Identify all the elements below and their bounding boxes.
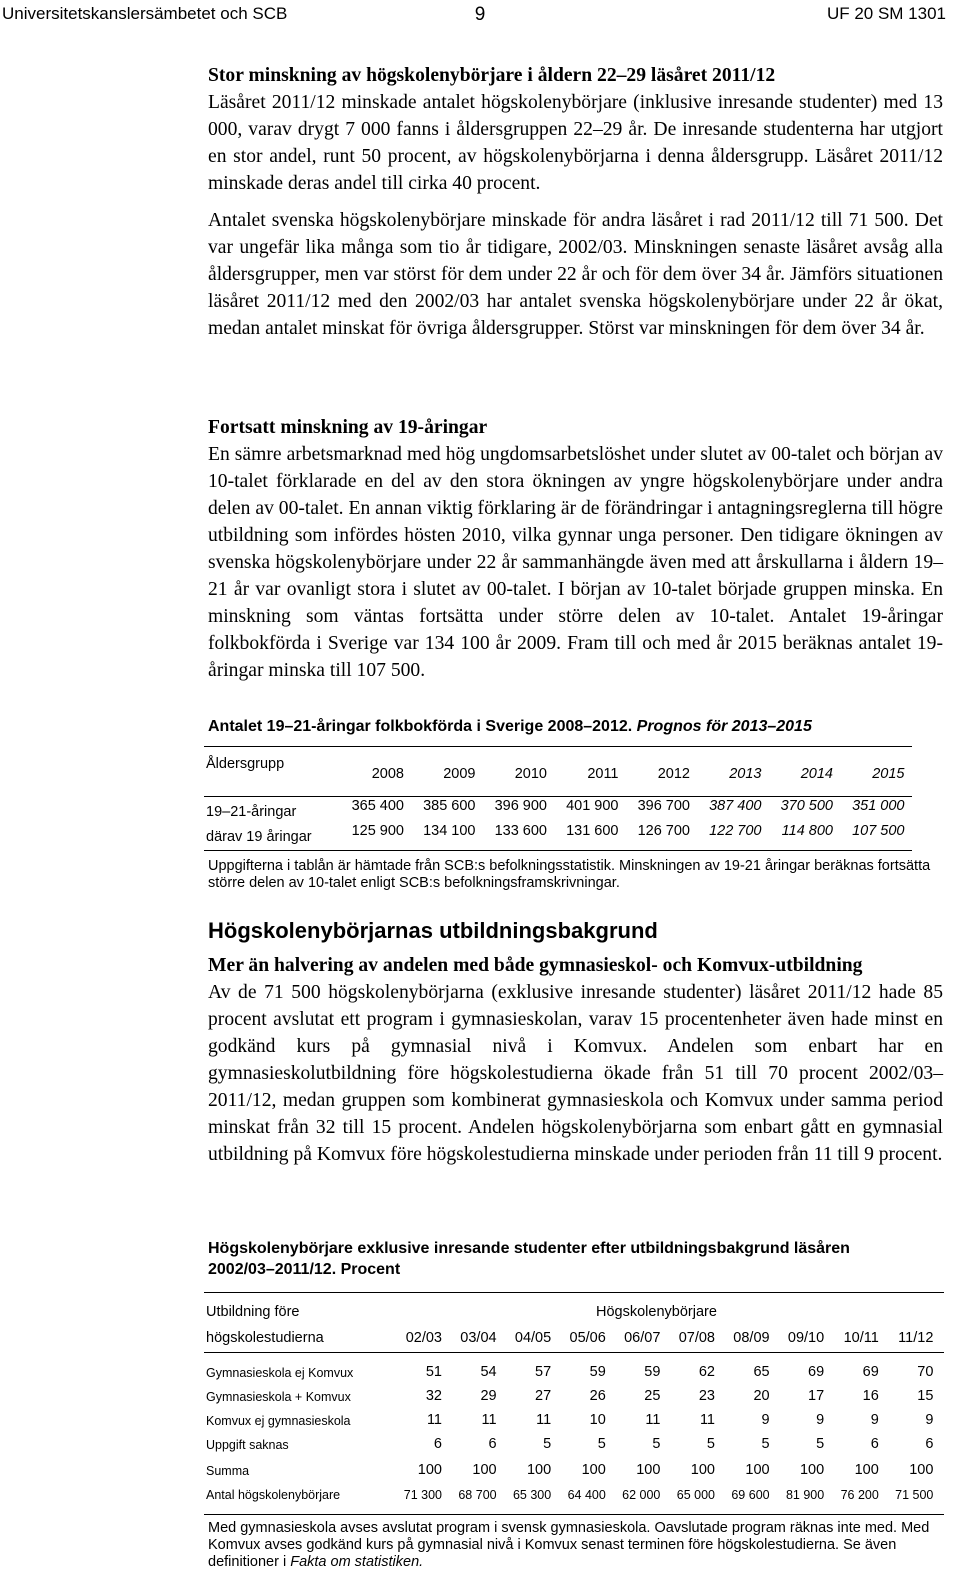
table2-cell: 100 [581, 1462, 606, 1478]
paragraph-text: Antalet svenska högskolenybörjare minskade för andra läsåret i rad 2011/12 till 71 500. Det var ungefär lika många som tio år tidigare, 2002/03. Minskningen senaste läsåret avsåg alla åldersgrupper, men var störst för dem under 22 år och för dem över 34 år. Jämförs situationen läsåret 2011/12 med den 2002/03 har antalet svenska högskolenybörjare under 22 år ökat, medan antalet minskat för övriga åldersgrupper. Störst var minskningen för dem över 34 år. [208, 210, 943, 339]
table2-cell: 29 [480, 1388, 497, 1404]
section-title: Högskolenybörjarnas utbildningsbakgrund [208, 918, 658, 943]
section-19-year-olds [208, 414, 943, 684]
table2-caption [208, 1238, 908, 1280]
table-rule [204, 1514, 944, 1515]
table2-cell: 5 [597, 1436, 606, 1452]
table2-title: Högskolenybörjare exklusive inresande studenter efter utbildningsbakgrund läsåren 2002/03–2011/12. Procent [208, 1240, 850, 1278]
table1-cell: 125 900 [351, 823, 404, 839]
table2-row-label: Summa [206, 1464, 250, 1478]
table2-cell: 11 [536, 1412, 552, 1428]
table1-year-header: 2013 [729, 766, 762, 782]
section-paragraph [208, 414, 943, 684]
table1-forecast-label: Prognos för 2013–2015 [636, 718, 812, 735]
section-education-background [208, 918, 943, 1168]
table1-row-header: Åldersgrupp [206, 756, 285, 772]
table1-caption [208, 716, 943, 737]
table2-cell: 5 [652, 1436, 661, 1452]
table1-year-header: 2011 [587, 766, 619, 782]
table1-year-header: 2008 [371, 766, 404, 782]
table2-cell: 26 [589, 1388, 606, 1404]
table2-cell: 65 000 [676, 1488, 715, 1502]
table1-year-header: 2010 [514, 766, 547, 782]
table2-cell: 17 [808, 1388, 825, 1404]
table2-year-header: 04/05 [514, 1330, 552, 1346]
table2-row-label: Gymnasieskola + Komvux [206, 1390, 351, 1404]
table2-cell: 27 [535, 1388, 552, 1404]
table-rule [204, 796, 912, 797]
table2-note [208, 1520, 943, 1571]
table2-header-left-2: högskolestudierna [206, 1330, 324, 1346]
table2-year-header: 03/04 [460, 1330, 497, 1346]
table2-cell: 6 [488, 1436, 497, 1452]
table2-cell: 11 [645, 1412, 661, 1428]
table2-cell: 11 [481, 1412, 497, 1428]
table-rule [204, 850, 912, 851]
table2-cell: 5 [761, 1436, 770, 1452]
table1-note-text: Uppgifterna i tablån är hämtade från SCB:s befolkningsstatistik. Minskningen av 19-21 åringar beräknas fortsätta större delen av 10-talet enligt SCB:s befolkningsframskrivningar. [208, 858, 931, 891]
table2-cell: 10 [589, 1412, 606, 1428]
table2-cell: 65 300 [512, 1488, 552, 1502]
table2-cell: 5 [816, 1436, 825, 1452]
table2-note-text: Med gymnasieskola avses avslutat program i svensk gymnasieskola. Oavslutade program räknas inte med. Med Komvux avses godkänd kurs på gymnasial nivå i Komvux senast terminen före högskolestudierna. Se även definitioner i [208, 1520, 930, 1570]
table2-cell: 9 [925, 1412, 934, 1428]
table2-cell: 11 [699, 1412, 715, 1428]
table1-year-header: 2015 [872, 766, 905, 782]
table1-year-header: 2014 [800, 766, 833, 782]
table2-year-header: 09/10 [787, 1330, 825, 1346]
table2-cell: 100 [799, 1462, 825, 1478]
table1-year-header: 2009 [443, 766, 476, 782]
table1-cell: 387 400 [709, 798, 762, 814]
table1-cell: 365 400 [351, 798, 404, 814]
table2-cell: 100 [909, 1462, 934, 1478]
table2-cell: 68 700 [458, 1488, 497, 1502]
table2-cell: 15 [917, 1388, 934, 1404]
table2-cell: 62 000 [622, 1488, 661, 1502]
table2-year-header: 05/06 [569, 1330, 606, 1346]
table2-cell: 6 [925, 1436, 934, 1452]
table2-cell: 70 [917, 1364, 934, 1380]
section-paragraph [208, 62, 943, 197]
table1-row-label: därav 19 åringar [206, 829, 312, 845]
table1-cell: 133 600 [494, 823, 547, 839]
table2-note-link: Fakta om statistiken. [290, 1554, 424, 1570]
table2-cell: 62 [698, 1364, 715, 1380]
section-age-decrease [208, 62, 943, 342]
page-header [0, 4, 960, 30]
table2-header-left-1: Utbildning före [206, 1304, 300, 1320]
table1-note [208, 858, 943, 892]
section-heading: Fortsatt minskning av 19-åringar [208, 417, 488, 438]
table2-cell: 20 [753, 1388, 770, 1404]
table1-year-header: 2012 [657, 766, 690, 782]
table-rule [204, 1292, 944, 1293]
table-rule [204, 746, 912, 747]
table2-cell: 81 900 [785, 1488, 825, 1502]
table2-cell: 100 [690, 1462, 715, 1478]
table1-cell: 385 600 [423, 798, 476, 814]
table2-cell: 57 [535, 1364, 552, 1380]
section-subheading: Mer än halvering av andelen med både gymnasieskol- och Komvux-utbildning [208, 955, 863, 976]
table1-cell: 401 900 [566, 798, 619, 814]
table2-cell: 65 [753, 1364, 770, 1380]
table2-row-label: Gymnasieskola ej Komvux [206, 1366, 354, 1380]
section-paragraph [208, 952, 943, 1168]
table2-cell: 100 [854, 1462, 879, 1478]
table2-cell: 6 [433, 1436, 442, 1452]
table2-cell: 5 [706, 1436, 715, 1452]
table2-cell: 100 [472, 1462, 497, 1478]
table2-year-header: 08/09 [733, 1330, 770, 1346]
table1-cell: 396 700 [637, 798, 690, 814]
table2-year-header: 02/03 [405, 1330, 442, 1346]
table2-row-label: Antal högskolenybörjare [206, 1488, 341, 1502]
paragraph-text: Läsåret 2011/12 minskade antalet högskolenybörjare (inklusive inresande studenter) med 13 000, varav drygt 7 000 fanns i åldersgruppen 22–29 år. De inresande studenterna har utgjort en stor andel, runt 50 procent, av högskolenybörjarna i denna åldersgrupp. Läsåret 2011/12 minskade deras andel till cirka 40 procent. [208, 92, 943, 194]
table2-cell: 76 200 [840, 1488, 879, 1502]
table1-cell: 134 100 [423, 823, 476, 839]
table1-cell: 396 900 [494, 798, 547, 814]
table1-row-label: 19–21-åringar [206, 804, 297, 820]
table2-cell: 71 500 [895, 1488, 934, 1502]
table1-cell: 122 700 [709, 823, 762, 839]
table2-cell: 32 [425, 1388, 442, 1404]
table2-row-label: Komvux ej gymnasieskola [206, 1414, 351, 1428]
section-heading: Stor minskning av högskolenybörjare i åldern 22–29 läsåret 2011/12 [208, 65, 776, 86]
table2-cell: 9 [816, 1412, 825, 1428]
paragraph-text: En sämre arbetsmarknad med hög ungdomsarbetslöshet under slutet av 00-talet och början av 10-talet förklarade en del av den stora ökningen av yngre högskolenybörjare under andra delen av 00-talet. En annan viktig förklaring är de förändringar i antagningsreglerna till högre utbildning som infördes hösten 2010, vilka gynnar unga personer. Den tidigare ökningen av svenska högskolenybörjare under 22 år sammanhängde även med att årskullarna i åldern 19–21 år var ovanligt stora i slutet av 00-talet. I början av 10-talet började gruppen minska. En minskning som väntas fortsätta under större delen av 10-talet. Antalet 19-åringar folkbokförda i Sverige var 134 100 år 2009. Fram till och med år 2015 beräknas antalet 19-åringar minska till 107 500. [208, 444, 943, 681]
table2-cell: 64 400 [567, 1488, 606, 1502]
page-number: 9 [474, 4, 486, 25]
table2-cell: 59 [644, 1364, 661, 1380]
table2-row-label: Uppgift saknas [206, 1438, 289, 1452]
table2-year-header: 11/12 [898, 1330, 934, 1346]
table2-cell: 25 [644, 1388, 661, 1404]
table1-cell: 114 800 [781, 823, 833, 839]
table2-cell: 11 [426, 1412, 442, 1428]
table2-cell: 69 [862, 1364, 879, 1380]
table-rule [204, 1352, 944, 1353]
table2-cell: 51 [425, 1364, 442, 1380]
table2-cell: 6 [870, 1436, 879, 1452]
table2-cell: 100 [526, 1462, 552, 1478]
table2-cell: 23 [698, 1388, 715, 1404]
table2-cell: 54 [480, 1364, 497, 1380]
table2-year-header: 10/11 [843, 1330, 879, 1346]
header-report-id: UF 20 SM 1301 [826, 4, 946, 23]
table2-cell: 69 600 [731, 1488, 770, 1502]
table2-cell: 59 [589, 1364, 606, 1380]
header-publisher: Universitetskanslersämbetet och SCB [2, 4, 288, 23]
table2-cell: 5 [543, 1436, 552, 1452]
table1-cell: 107 500 [852, 823, 905, 839]
table2-cell: 16 [862, 1388, 879, 1404]
table2-cell: 100 [636, 1462, 661, 1478]
table1-cell: 351 000 [852, 798, 905, 814]
table1-title: Antalet 19–21-åringar folkbokförda i Sverige 2008–2012. [208, 718, 633, 735]
table1-cell: 131 600 [566, 823, 619, 839]
paragraph-text: Av de 71 500 högskolenybörjarna (exklusive inresande studenter) läsåret 2011/12 hade 85 procent avslutat ett program i gymnasieskolan, varav 15 procentenheter även hade minst en godkänd kurs på gymnasial nivå i Komvux. Andelen som enbart har en gymnasieskolutbildning före högskolestudierna ökade från 51 till 70 procent 2002/03–2011/12, medan gruppen som kombinerat gymnasieskola och Komvux under samma period minskat från 32 till 15 procent. Andelen högskolenybörjarna som enbart gått en gymnasial utbildning på Komvux före högskolestudierna minskade under perioden från 11 till 9 procent. [208, 982, 943, 1165]
table2-cell: 69 [808, 1364, 825, 1380]
table2-cell: 100 [417, 1462, 442, 1478]
table1-cell: 126 700 [637, 823, 690, 839]
table2-year-header: 07/08 [678, 1330, 715, 1346]
table2-header-group: Högskolenybörjare [596, 1304, 717, 1320]
table2-cell: 9 [870, 1412, 879, 1428]
table2-year-header: 06/07 [624, 1330, 661, 1346]
table2-cell: 9 [761, 1412, 770, 1428]
table2-cell: 100 [745, 1462, 770, 1478]
table1-cell: 370 500 [780, 798, 833, 814]
table2-cell: 71 300 [403, 1488, 442, 1502]
